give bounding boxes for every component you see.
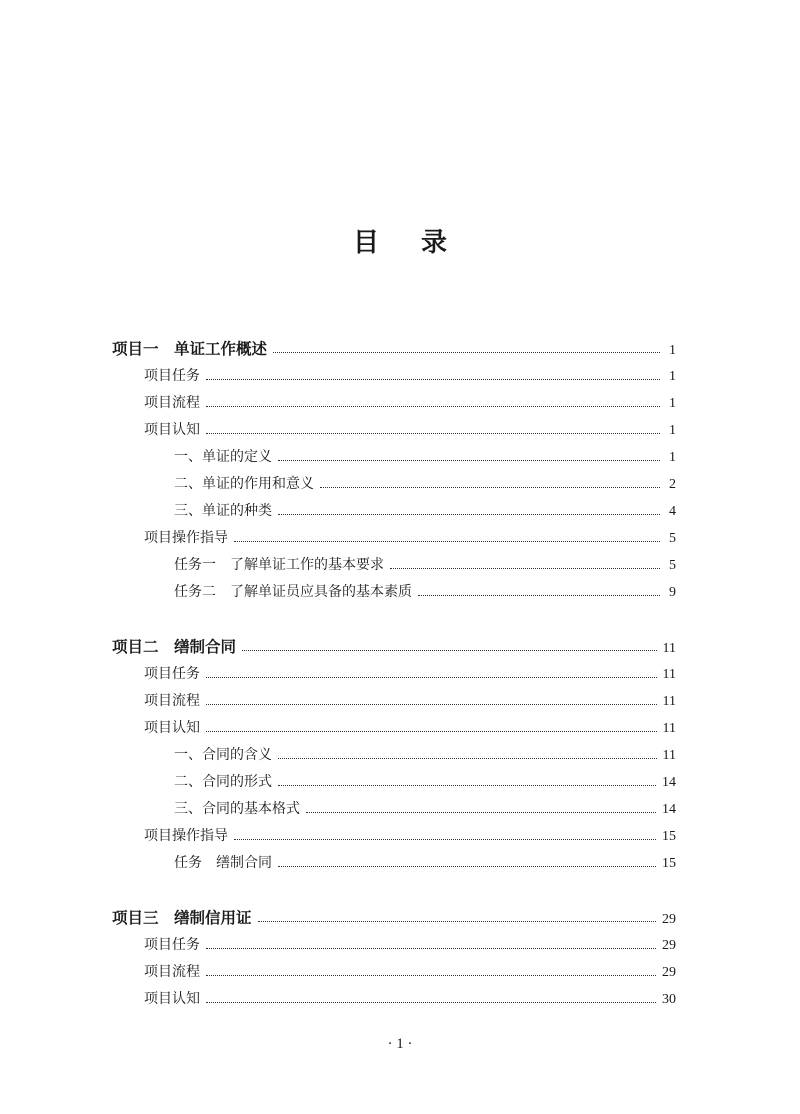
toc-page-number: 15 bbox=[662, 829, 676, 844]
toc-heading-section-1[interactable] bbox=[112, 338, 676, 360]
dot-leader bbox=[206, 731, 657, 732]
toc-page-number: 14 bbox=[662, 802, 676, 817]
dot-leader bbox=[320, 487, 660, 488]
toc-entry[interactable] bbox=[144, 934, 676, 956]
toc-entry-label: 三、合同的基本格式 bbox=[174, 801, 300, 817]
toc-entry-label: 任务 缮制合同 bbox=[174, 855, 272, 871]
toc-entry-label: 项目任务 bbox=[144, 937, 200, 953]
toc-heading-label: 项目三 缮制信用证 bbox=[112, 909, 252, 927]
dot-leader bbox=[234, 839, 656, 840]
toc-page-number: 1 bbox=[669, 423, 676, 438]
toc-entry-label: 一、合同的含义 bbox=[174, 747, 272, 763]
toc-entry-label: 二、单证的作用和意义 bbox=[174, 476, 314, 492]
title-char-2: 录 bbox=[421, 228, 448, 258]
toc-entry-label: 一、单证的定义 bbox=[174, 449, 272, 465]
dot-leader bbox=[242, 650, 657, 651]
toc-subentry[interactable] bbox=[174, 500, 676, 522]
dot-leader bbox=[206, 433, 660, 434]
toc-page-number: 5 bbox=[669, 531, 676, 546]
toc-subentry[interactable] bbox=[174, 852, 676, 874]
toc-entry[interactable] bbox=[144, 717, 676, 739]
toc-heading-section-2[interactable] bbox=[112, 636, 676, 658]
toc-subentry[interactable] bbox=[174, 771, 676, 793]
toc-entry-label: 三、单证的种类 bbox=[174, 503, 272, 519]
toc-entry[interactable] bbox=[144, 527, 676, 549]
dot-leader bbox=[206, 948, 656, 949]
toc-heading-section-3[interactable] bbox=[112, 907, 676, 929]
dot-leader bbox=[278, 866, 656, 867]
toc-page-number: 15 bbox=[662, 856, 676, 871]
toc-entry[interactable] bbox=[144, 392, 676, 414]
dot-leader bbox=[206, 677, 657, 678]
toc-page-number: 29 bbox=[662, 912, 676, 927]
toc-entry-label: 二、合同的形式 bbox=[174, 774, 272, 790]
dot-leader bbox=[278, 785, 656, 786]
toc-page-number: 29 bbox=[662, 938, 676, 953]
toc-entry-label: 项目认知 bbox=[144, 720, 200, 736]
toc-page-number: 5 bbox=[669, 558, 676, 573]
toc-page-number: 11 bbox=[662, 667, 676, 682]
dot-leader bbox=[273, 352, 660, 353]
dot-leader bbox=[390, 568, 660, 569]
toc-page-number: 11 bbox=[662, 694, 676, 709]
toc-entry[interactable] bbox=[144, 663, 676, 685]
toc-page-number: 9 bbox=[669, 585, 676, 600]
toc-entry-label: 项目流程 bbox=[144, 693, 200, 709]
dot-leader bbox=[206, 379, 660, 380]
dot-leader bbox=[278, 460, 660, 461]
toc-page-number: 14 bbox=[662, 775, 676, 790]
dot-leader bbox=[234, 541, 660, 542]
toc-entry-label: 任务一 了解单证工作的基本要求 bbox=[174, 557, 384, 573]
toc-page-number: 1 bbox=[669, 450, 676, 465]
dot-leader bbox=[258, 921, 656, 922]
toc-subentry[interactable] bbox=[174, 554, 676, 576]
toc-entry-label: 项目认知 bbox=[144, 422, 200, 438]
toc-page-number: 30 bbox=[662, 992, 676, 1007]
toc-entry-label: 项目任务 bbox=[144, 666, 200, 682]
toc-entry-label: 项目流程 bbox=[144, 395, 200, 411]
toc-entry[interactable] bbox=[144, 825, 676, 847]
toc-entry[interactable] bbox=[144, 988, 676, 1010]
toc-subentry[interactable] bbox=[174, 581, 676, 603]
toc-subentry[interactable] bbox=[174, 798, 676, 820]
toc-entry[interactable] bbox=[144, 365, 676, 387]
toc-page-number: 11 bbox=[662, 748, 676, 763]
toc-page-number: 2 bbox=[669, 477, 676, 492]
toc-subentry[interactable] bbox=[174, 744, 676, 766]
toc-page-number: 1 bbox=[669, 369, 676, 384]
toc-page-number: 11 bbox=[662, 721, 676, 736]
toc-page-number: 29 bbox=[662, 965, 676, 980]
dot-leader bbox=[306, 812, 656, 813]
toc-subentry[interactable] bbox=[174, 446, 676, 468]
title-char-1: 目 bbox=[352, 228, 379, 258]
toc-entry[interactable] bbox=[144, 690, 676, 712]
toc-entry-label: 项目操作指导 bbox=[144, 530, 228, 546]
toc-entry[interactable] bbox=[144, 961, 676, 983]
dot-leader bbox=[278, 514, 660, 515]
toc-entry-label: 任务二 了解单证员应具备的基本素质 bbox=[174, 584, 412, 600]
dot-leader bbox=[278, 758, 657, 759]
dot-leader bbox=[418, 595, 660, 596]
dot-leader bbox=[206, 704, 657, 705]
toc-page-number: 1 bbox=[669, 343, 676, 358]
dot-leader bbox=[206, 975, 656, 976]
toc-heading-label: 项目二 缮制合同 bbox=[112, 638, 237, 656]
toc-page-number: 1 bbox=[669, 396, 676, 411]
toc-entry-label: 项目任务 bbox=[144, 368, 200, 384]
toc-page-number: 4 bbox=[669, 504, 676, 519]
dot-leader bbox=[206, 1002, 656, 1003]
toc-entry-label: 项目流程 bbox=[144, 964, 200, 980]
toc-heading-label: 项目一 单证工作概述 bbox=[112, 340, 268, 358]
page-footer-number: · 1 · bbox=[387, 1036, 413, 1052]
dot-leader bbox=[206, 406, 660, 407]
toc-page-number: 11 bbox=[662, 641, 676, 656]
toc-subentry[interactable] bbox=[174, 473, 676, 495]
page-title bbox=[0, 222, 800, 259]
toc-entry-label: 项目操作指导 bbox=[144, 828, 228, 844]
toc-entry[interactable] bbox=[144, 419, 676, 441]
toc-entry-label: 项目认知 bbox=[144, 991, 200, 1007]
